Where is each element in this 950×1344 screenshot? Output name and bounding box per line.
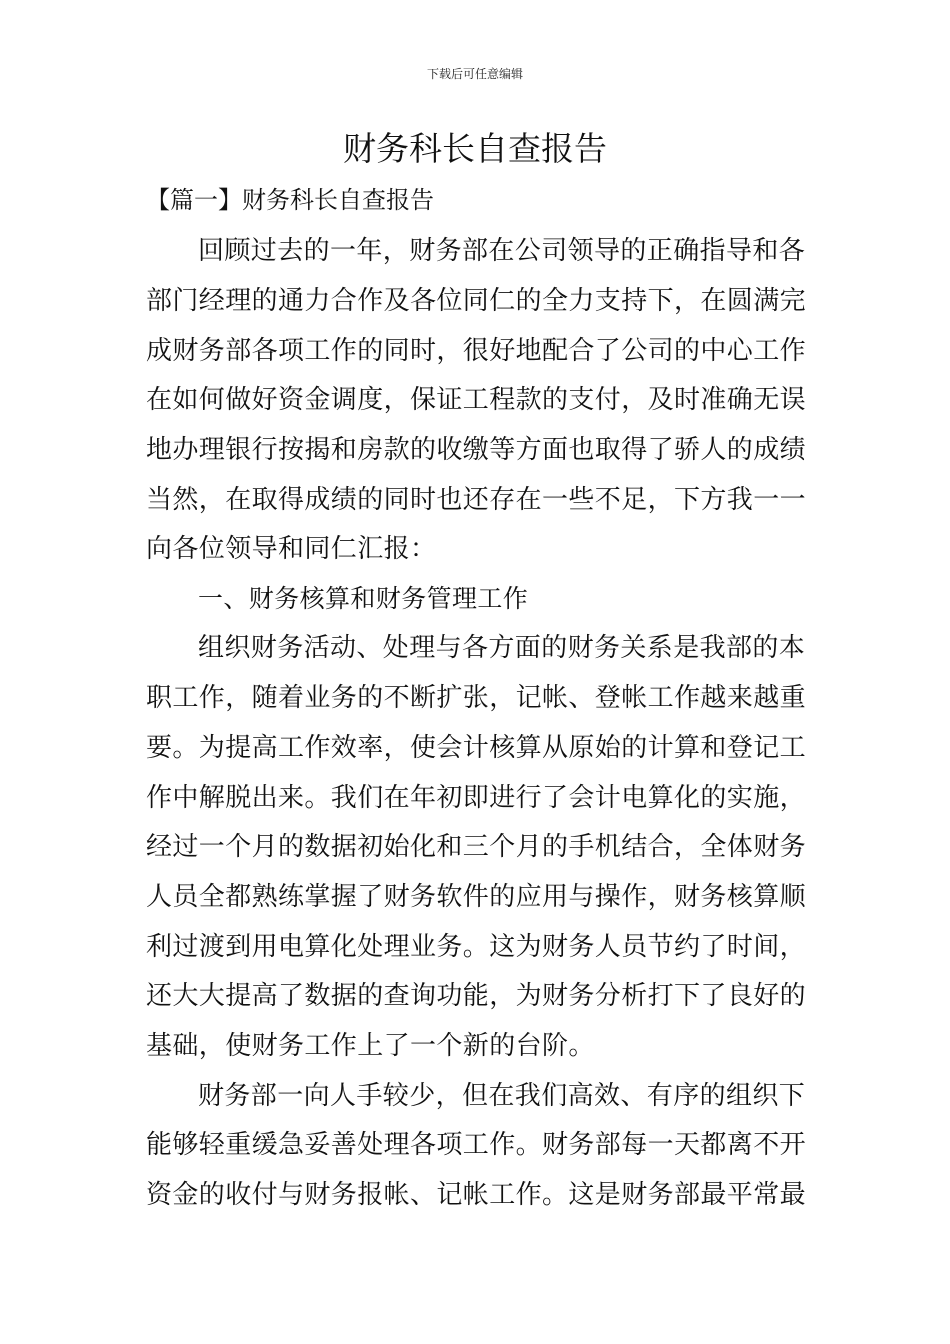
paragraph-line: 向各位领导和同仁汇报：	[146, 534, 437, 564]
paragraph-line: 职工作，随着业务的不断扩张，记帐、登帐工作越来越重	[146, 683, 807, 713]
paragraph-line: 基础，使财务工作上了一个新的台阶。	[146, 1031, 595, 1061]
paragraph-line: 回顾过去的一年，财务部在公司领导的正确指导和各	[198, 236, 806, 266]
section-label: 【篇一】财务科长自查报告	[146, 186, 434, 214]
paragraph-line: 资金的收付与财务报帐、记帐工作。这是财务部最平常最	[146, 1180, 807, 1210]
paragraph-line: 还大大提高了数据的查询功能，为财务分析打下了良好的	[146, 981, 807, 1011]
paragraph-line: 当然，在取得成绩的同时也还存在一些不足，下方我一一	[146, 485, 807, 515]
paragraph-line: 利过渡到用电算化处理业务。这为财务人员节约了时间，	[146, 932, 807, 962]
header-note: 下载后可任意编辑	[426, 67, 523, 81]
paragraph-line: 要。为提高工作效率，使会计核算从原始的计算和登记工	[146, 733, 807, 763]
paragraph-line: 财务部一向人手较少，但在我们高效、有序的组织下	[198, 1081, 806, 1111]
paragraph-line: 经过一个月的数据初始化和三个月的手机结合，全体财务	[146, 832, 807, 862]
paragraph-line: 作中解脱出来。我们在年初即进行了会计电算化的实施，	[146, 783, 807, 813]
paragraph-line: 地办理银行按揭和房款的收缴等方面也取得了骄人的成绩	[146, 435, 807, 465]
paragraph-line: 能够轻重缓急妥善处理各项工作。财务部每一天都离不开	[146, 1130, 807, 1160]
document-title: 财务科长自查报告	[343, 129, 607, 168]
paragraph-line: 人员全都熟练掌握了财务软件的应用与操作，财务核算顺	[146, 882, 807, 912]
paragraph-line: 成财务部各项工作的同时，很好地配合了公司的中心工作	[146, 336, 807, 366]
paragraph-line: 组织财务活动、处理与各方面的财务关系是我部的本	[198, 633, 806, 663]
section-heading: 一、财务核算和财务管理工作	[198, 584, 529, 613]
paragraph-line: 在如何做好资金调度，保证工程款的支付，及时准确无误	[146, 385, 807, 415]
paragraph-line: 部门经理的通力合作及各位同仁的全力支持下，在圆满完	[146, 286, 807, 316]
